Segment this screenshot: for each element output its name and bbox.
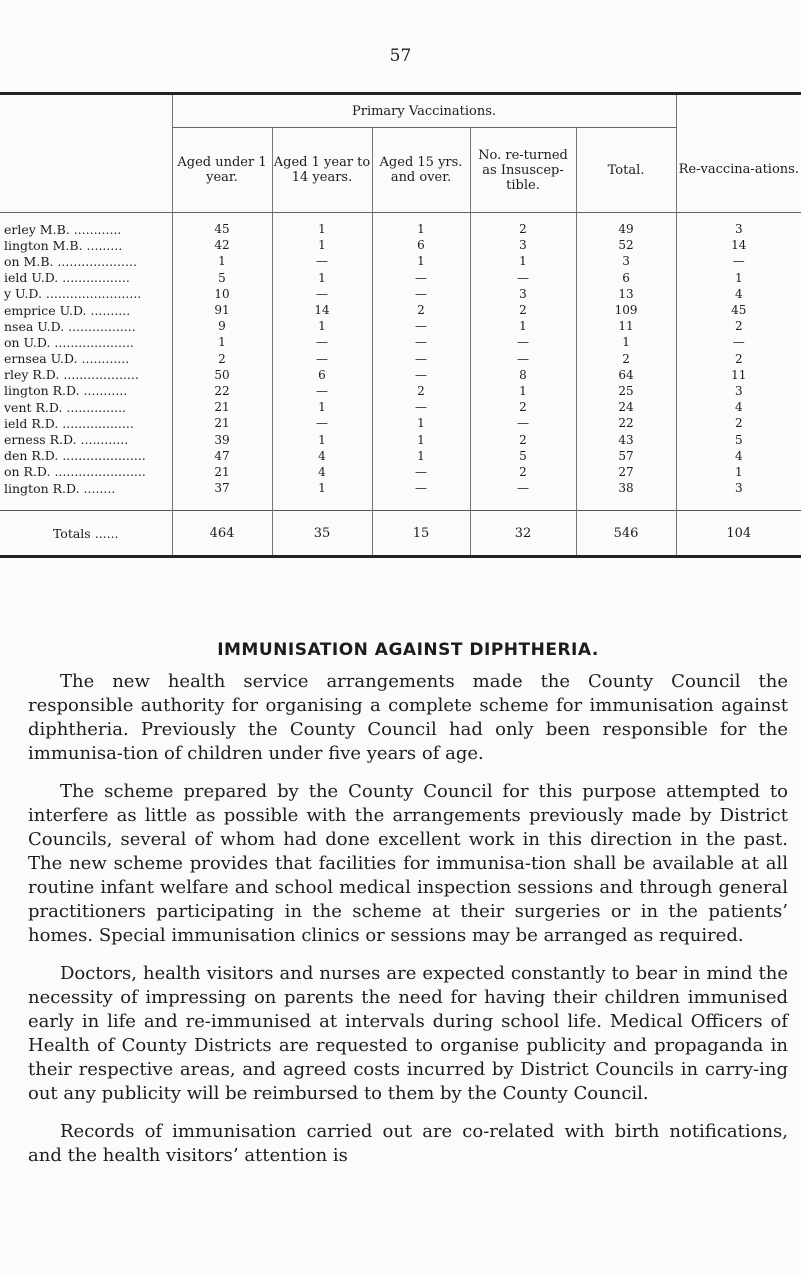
table-cell: 4 (676, 286, 801, 302)
spacer-cell (470, 496, 576, 511)
table-cell: — (272, 351, 372, 367)
table-cell: 1 (172, 253, 272, 269)
table-cell: 39 (172, 431, 272, 447)
paragraph: The scheme prepared by the County Council for this purpose attempted to interfere as little as possible with the arrangements previously made by District Councils, several of whom had done excellent work in this direction in the past. The new scheme provides that facilities for immunisa-tion shall be available at all routine infant welfare and school medical inspection sessions and through general practitioners participating in the scheme at their surgeries or in the patients’ homes. Special immunisation clinics or sessions may be arranged as required. (28, 781, 788, 946)
district-name: ernsea U.D. ............ (4, 351, 130, 367)
revaccination-header-top (676, 94, 801, 128)
section-title: IMMUNISATION AGAINST DIPHTHERIA. (217, 640, 599, 660)
table-cell: — (470, 351, 576, 367)
area-column-header (0, 128, 172, 213)
table-row (0, 334, 801, 350)
table-row (0, 367, 801, 383)
vaccination-table-container (0, 92, 801, 558)
table-cell: 6 (576, 270, 676, 286)
table-cell: 4 (676, 448, 801, 464)
table-cell: 1 (470, 383, 576, 399)
district-name: den R.D. ..................... (4, 448, 146, 464)
table-cell: 52 (576, 237, 676, 253)
table-cell: 1 (676, 270, 801, 286)
table-row (0, 399, 801, 415)
table-cell: 27 (576, 464, 676, 480)
table-cell: 45 (676, 302, 801, 318)
table-cell: 42 (172, 237, 272, 253)
table-cell: 25 (576, 383, 676, 399)
table-cell: 1 (272, 237, 372, 253)
table-cell: 2 (372, 302, 470, 318)
table-cell: 3 (470, 237, 576, 253)
table-cell: — (676, 334, 801, 350)
table-cell: 22 (576, 415, 676, 431)
totals-row (0, 511, 801, 557)
table-cell: 2 (470, 213, 576, 238)
district-name: lington R.D. ........... (4, 383, 128, 399)
table-cell: 3 (676, 383, 801, 399)
totals-cell: 464 (172, 511, 272, 557)
table-cell: 1 (470, 318, 576, 334)
table-cell: 2 (676, 318, 801, 334)
table-cell: 3 (676, 213, 801, 238)
table-cell: 21 (172, 399, 272, 415)
table-cell: — (372, 480, 470, 496)
table-cell: 1 (372, 448, 470, 464)
table-cell: 4 (272, 464, 372, 480)
page-number: 57 (389, 46, 412, 66)
table-row (0, 431, 801, 447)
table-cell: — (272, 286, 372, 302)
district-name: lington M.B. ......... (4, 237, 123, 253)
table-cell: 11 (576, 318, 676, 334)
table-cell: — (272, 253, 372, 269)
table-cell: 5 (470, 448, 576, 464)
table-cell: 1 (372, 213, 470, 238)
table-row (0, 253, 801, 269)
table-cell: 1 (470, 253, 576, 269)
col-aged-15-over: Aged 15 yrs. and over. (372, 128, 470, 213)
table-cell: 43 (576, 431, 676, 447)
table-cell: 9 (172, 318, 272, 334)
table-cell: 49 (576, 213, 676, 238)
totals-label: Totals ...... (0, 511, 172, 557)
table-cell: 1 (676, 464, 801, 480)
table-cell: 45 (172, 213, 272, 238)
table-cell: 2 (372, 383, 470, 399)
table-cell: 2 (172, 351, 272, 367)
table-cell: 91 (172, 302, 272, 318)
spacer-cell (0, 496, 172, 511)
table-cell: 109 (576, 302, 676, 318)
totals-cell: 35 (272, 511, 372, 557)
table-cell: — (470, 480, 576, 496)
area-header-blank (0, 94, 172, 128)
table-row (0, 448, 801, 464)
table-cell: 2 (470, 464, 576, 480)
table-cell: 1 (372, 253, 470, 269)
table-row (0, 415, 801, 431)
table-cell: — (272, 415, 372, 431)
table-cell: 57 (576, 448, 676, 464)
body-text (28, 640, 788, 1182)
table-cell: — (372, 367, 470, 383)
table-cell: — (372, 270, 470, 286)
spacer-row (0, 496, 801, 511)
district-name: lington R.D. ........ (4, 480, 116, 496)
table-cell: 38 (576, 480, 676, 496)
table-cell: 5 (172, 270, 272, 286)
table-cell: 1 (172, 334, 272, 350)
table-cell: 1 (272, 480, 372, 496)
table-cell: 5 (676, 431, 801, 447)
district-name: y U.D. ........................ (4, 286, 142, 302)
paragraph: Doctors, health visitors and nurses are expected constantly to bear in mind the necessity of impressing on parents the need for having their children immunised early in life and re-immunised at intervals during school life. Medical Officers of Health of County Districts are requested to organise publicity and propaganda in their respective areas, and agreed costs incurred by District Councils in carry-ing out any publicity will be reimbursed to them by the County Council. (28, 963, 788, 1104)
spacer-cell (576, 496, 676, 511)
table-cell: 1 (372, 415, 470, 431)
spacer-cell (676, 496, 801, 511)
spacer-cell (372, 496, 470, 511)
table-cell: 2 (576, 351, 676, 367)
table-body (0, 213, 801, 557)
table-row (0, 270, 801, 286)
table-cell: 3 (470, 286, 576, 302)
district-name: nsea U.D. ................. (4, 318, 136, 334)
table-cell: 21 (172, 415, 272, 431)
table-cell: 10 (172, 286, 272, 302)
totals-cell: 546 (576, 511, 676, 557)
table-cell: 1 (272, 213, 372, 238)
table-cell: — (372, 286, 470, 302)
table-cell: 6 (372, 237, 470, 253)
district-name: erley M.B. ............ (4, 221, 122, 237)
table-cell: 21 (172, 464, 272, 480)
totals-cell: 32 (470, 511, 576, 557)
table-cell: 1 (272, 431, 372, 447)
table-cell: 1 (272, 270, 372, 286)
table-row (0, 286, 801, 302)
district-name: on M.B. .................... (4, 253, 137, 269)
table-cell: — (676, 253, 801, 269)
district-name: rley R.D. ................... (4, 367, 139, 383)
col-aged-1-to-14: Aged 1 year to 14 years. (272, 128, 372, 213)
table-cell: 14 (272, 302, 372, 318)
table-cell: — (272, 383, 372, 399)
table-cell: 13 (576, 286, 676, 302)
table-cell: 6 (272, 367, 372, 383)
district-name: on U.D. .................... (4, 334, 134, 350)
table-cell: — (470, 334, 576, 350)
table-row (0, 237, 801, 253)
spacer-cell (172, 496, 272, 511)
table-cell: 1 (576, 334, 676, 350)
table-row (0, 302, 801, 318)
paragraph: The new health service arrangements made the County Council the responsible authority for organising a complete scheme for immunisation against diphtheria. Previously the County Council had only been responsible for the immunisa-tion of children under five years of age. (28, 671, 788, 764)
paragraph: Records of immunisation carried out are co-related with birth notifications, and the health visitors’ attention is (28, 1121, 788, 1166)
vaccination-table (0, 92, 801, 558)
table-cell: — (470, 270, 576, 286)
table-cell: 1 (372, 431, 470, 447)
table-cell: 2 (470, 302, 576, 318)
table-cell: — (372, 334, 470, 350)
district-name: emprice U.D. .......... (4, 302, 131, 318)
table-cell: — (372, 399, 470, 415)
table-cell: 24 (576, 399, 676, 415)
col-revaccinations: Re-vaccina-ations. (676, 128, 801, 213)
col-total: Total. (576, 128, 676, 213)
district-name: erness R.D. ............ (4, 432, 129, 448)
table-row (0, 464, 801, 480)
district-name: ield U.D. ................. (4, 270, 130, 286)
table-row (0, 480, 801, 496)
primary-vaccinations-header: Primary Vaccinations. (172, 94, 676, 128)
table-cell: 11 (676, 367, 801, 383)
table-cell: 22 (172, 383, 272, 399)
totals-cell: 104 (676, 511, 801, 557)
table-row (0, 351, 801, 367)
district-name: on R.D. ....................... (4, 464, 146, 480)
district-name: vent R.D. ............... (4, 399, 127, 415)
col-aged-under-1: Aged under 1 year. (172, 128, 272, 213)
table-cell: 4 (272, 448, 372, 464)
table-cell: 1 (272, 318, 372, 334)
table-row (0, 213, 801, 238)
table-cell: 3 (676, 480, 801, 496)
table-cell: — (372, 351, 470, 367)
table-cell: 2 (676, 415, 801, 431)
table-cell: 2 (470, 399, 576, 415)
table-cell: 14 (676, 237, 801, 253)
table-cell: — (372, 464, 470, 480)
col-insusceptible: No. re-turned as Insuscep-tible. (470, 128, 576, 213)
spacer-cell (272, 496, 372, 511)
table-cell: 4 (676, 399, 801, 415)
district-name: ield R.D. .................. (4, 415, 134, 431)
table-cell: 2 (676, 351, 801, 367)
table-cell: 37 (172, 480, 272, 496)
table-cell: 50 (172, 367, 272, 383)
table-row (0, 318, 801, 334)
table-cell: 3 (576, 253, 676, 269)
table-row (0, 383, 801, 399)
table-cell: — (470, 415, 576, 431)
table-cell: 8 (470, 367, 576, 383)
table-cell: — (372, 318, 470, 334)
totals-cell: 15 (372, 511, 470, 557)
table-cell: 64 (576, 367, 676, 383)
table-cell: 2 (470, 431, 576, 447)
table-cell: — (272, 334, 372, 350)
table-cell: 47 (172, 448, 272, 464)
table-cell: 1 (272, 399, 372, 415)
